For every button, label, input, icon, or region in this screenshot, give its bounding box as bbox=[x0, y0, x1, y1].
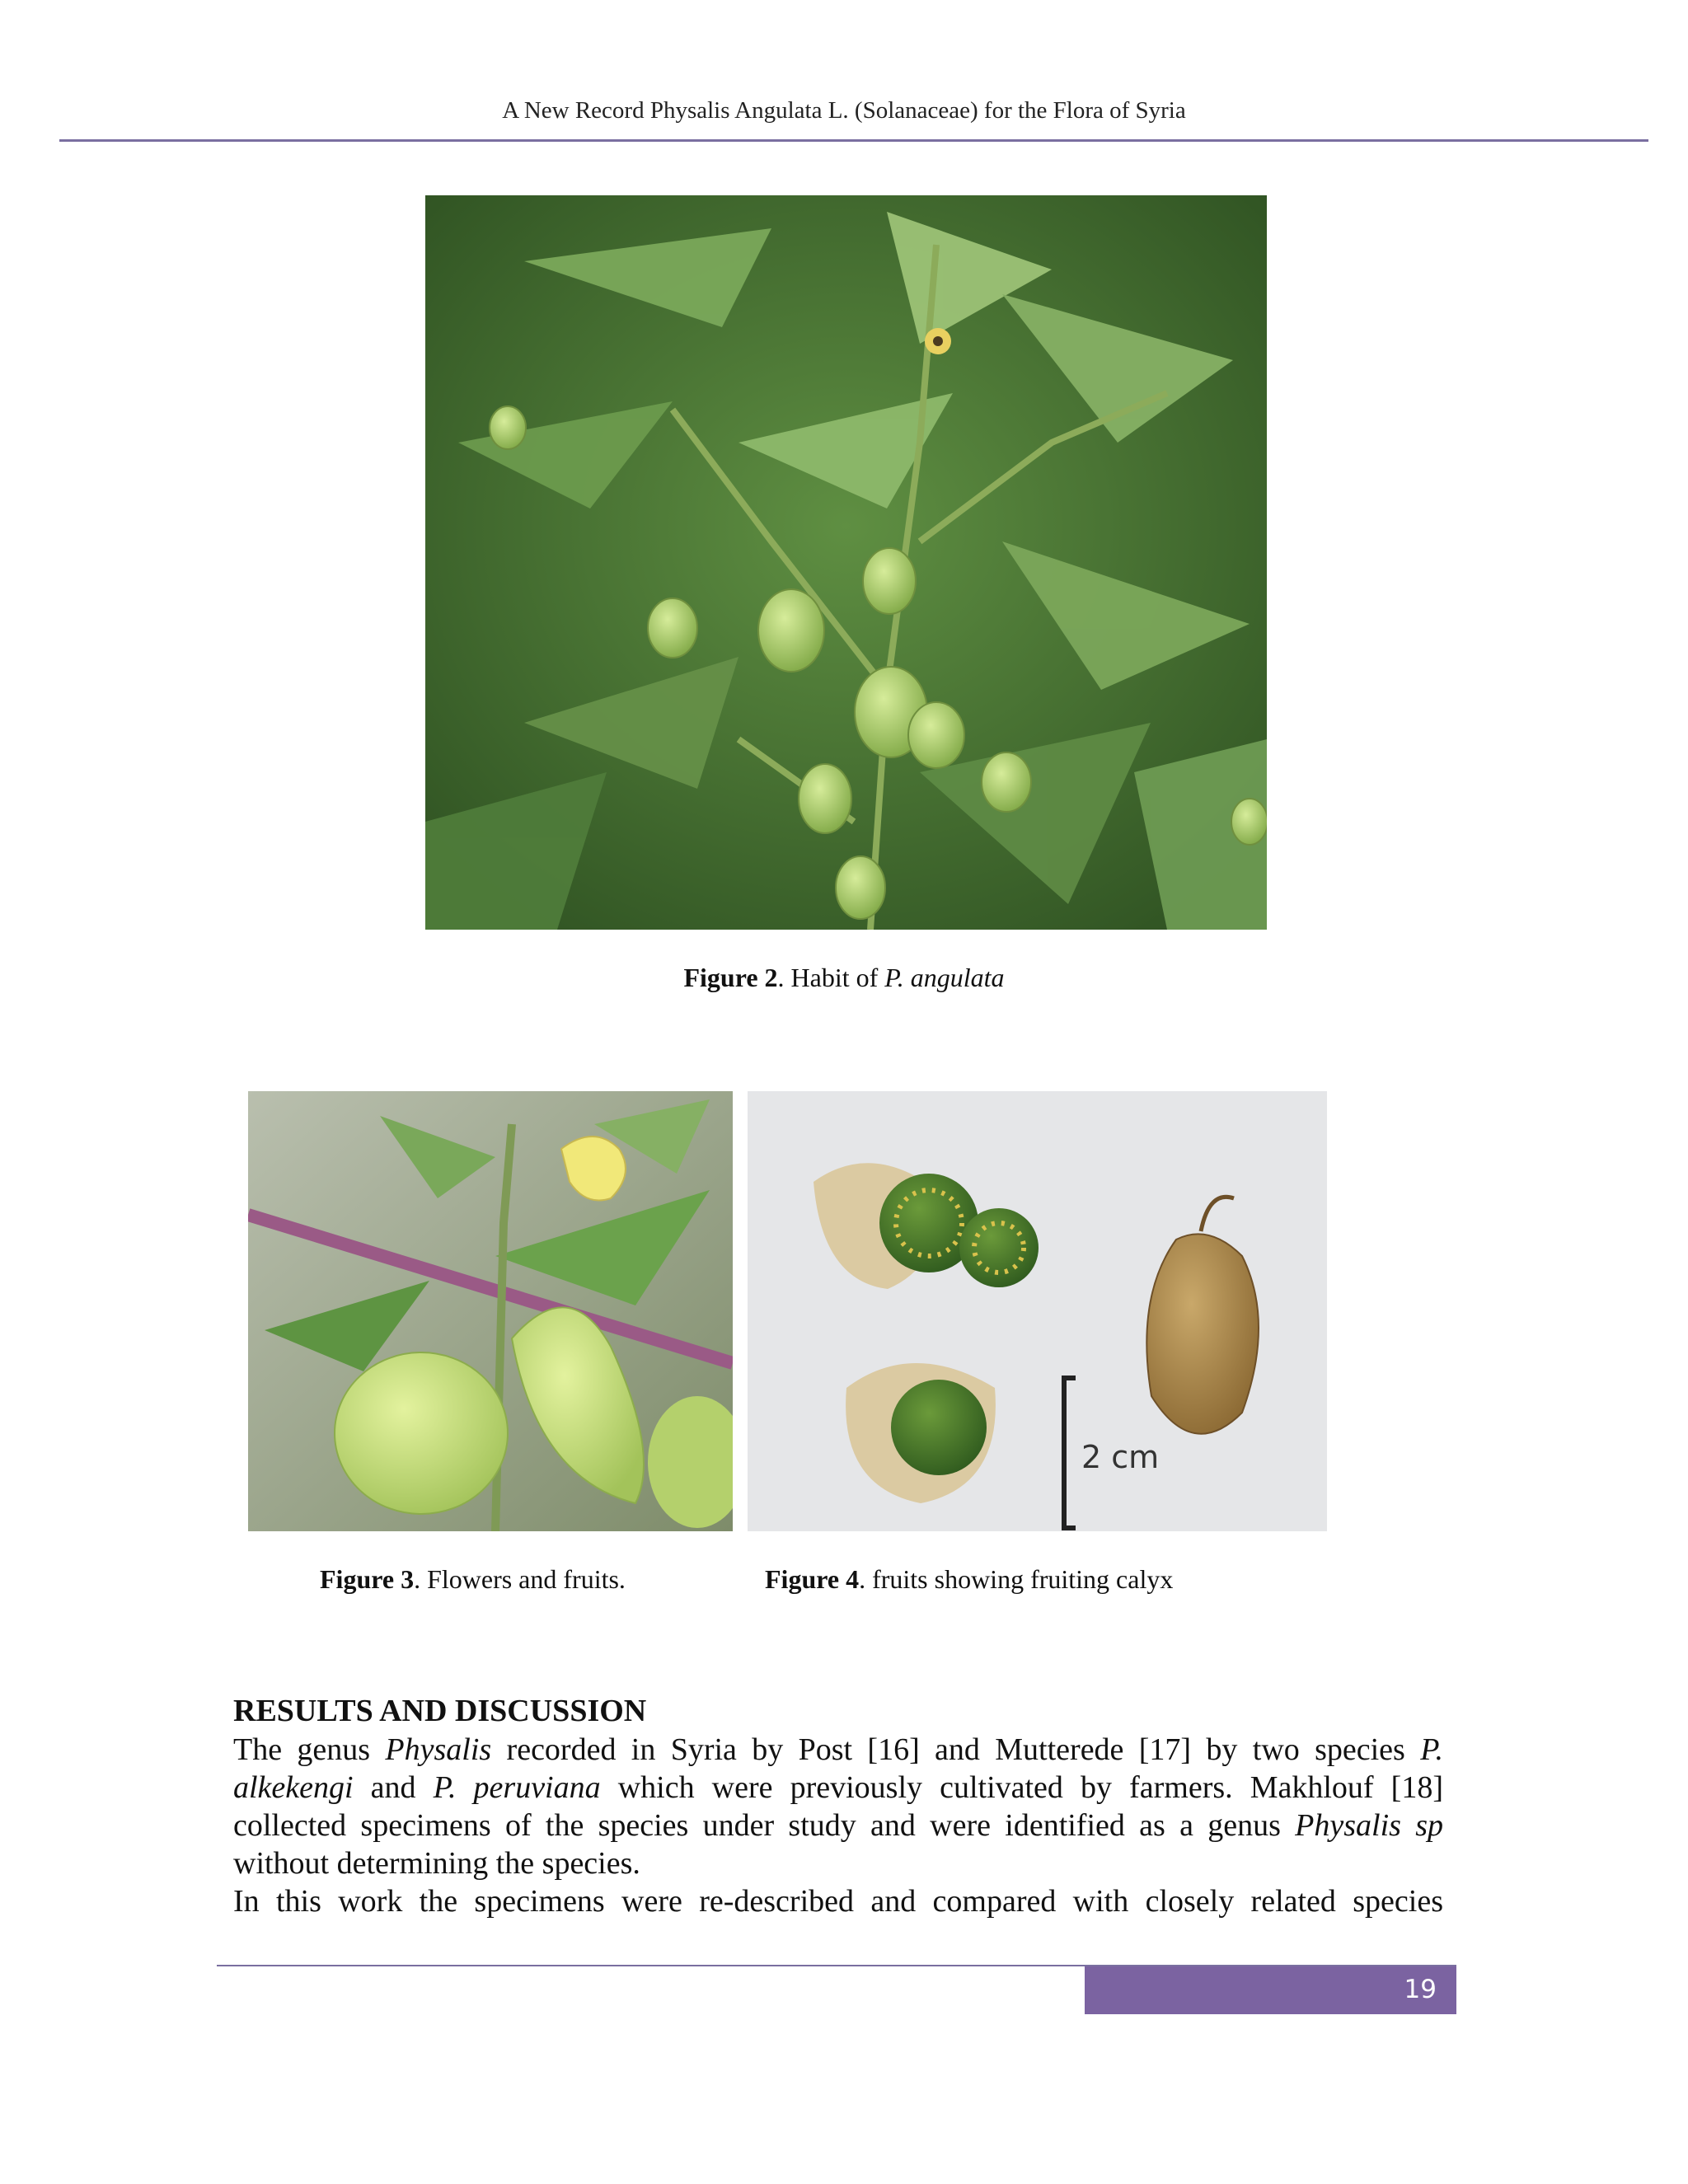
p1-text-1: The genus bbox=[233, 1732, 386, 1767]
figure-3-text: . Flowers and fruits. bbox=[414, 1564, 626, 1594]
scale-bar-label: 2 cm bbox=[1081, 1439, 1160, 1475]
paragraph-1 bbox=[233, 1731, 1443, 1882]
p1-text-3: and bbox=[353, 1770, 434, 1805]
page-number-box bbox=[1085, 1966, 1456, 2014]
body-text bbox=[233, 1731, 1443, 1920]
figure-2-label: Figure 2 bbox=[683, 963, 778, 992]
page-number: 19 bbox=[1404, 1975, 1437, 2004]
flowers-fruits-illustration bbox=[248, 1091, 733, 1531]
fruiting-calyx-illustration bbox=[748, 1091, 1327, 1531]
header-rule bbox=[59, 139, 1648, 142]
figure-4-fruits-photo bbox=[748, 1091, 1327, 1531]
plant-habit-illustration bbox=[425, 195, 1267, 930]
p1-genus-sp: Physalis sp bbox=[1295, 1808, 1444, 1843]
figure-3-flowers-photo bbox=[248, 1091, 733, 1531]
figure-2-habit-photo bbox=[425, 195, 1267, 930]
p1-genus: Physalis bbox=[385, 1732, 492, 1767]
figure-2-text: . Habit of bbox=[777, 963, 885, 992]
section-heading: RESULTS AND DISCUSSION bbox=[233, 1694, 647, 1728]
figure-2-species: P. angulata bbox=[884, 963, 1005, 992]
figure-2-caption bbox=[0, 963, 1688, 993]
paragraph-2: In this work the specimens were re-described and compared with closely related species bbox=[233, 1884, 1443, 1919]
figure-4-label: Figure 4 bbox=[765, 1564, 860, 1594]
figure-3-caption bbox=[320, 1564, 626, 1595]
running-header: A New Record Physalis Angulata L. (Solanaceae) for the Flora of Syria bbox=[502, 97, 1186, 124]
figure-4-text: . fruits showing fruiting calyx bbox=[859, 1564, 1174, 1594]
p1-text-2: recorded in Syria by Post [16] and Mutterede [17] by two species bbox=[491, 1732, 1421, 1767]
figure-3-label: Figure 3 bbox=[320, 1564, 415, 1594]
p1-species-alkekengi: P. alkekengi bbox=[233, 1732, 1444, 1805]
p1-text-5: without determining the species. bbox=[233, 1846, 640, 1881]
figure-4-caption bbox=[765, 1564, 1173, 1595]
p1-text-4: which were previously cultivated by farmers. Makhlouf [18] collected specimens of the species under study and were identified as a genus bbox=[233, 1770, 1443, 1843]
p1-species-peruviana: P. peruviana bbox=[433, 1770, 601, 1805]
